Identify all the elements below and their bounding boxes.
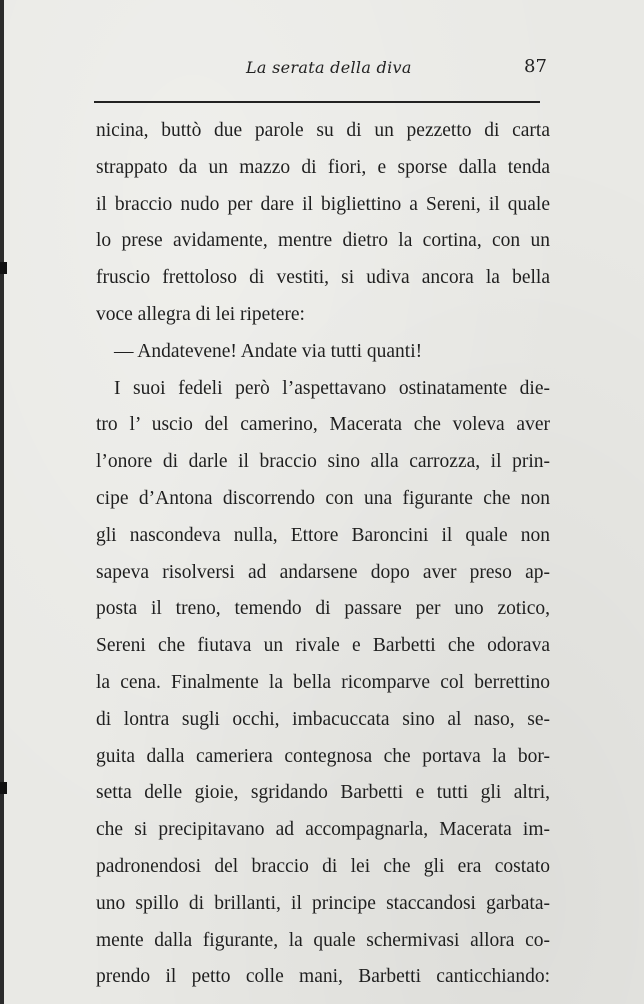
text-line: lo prese avidamente, mentre dietro la cortina, con un: [96, 230, 550, 252]
text-line: nicina, buttò due parole su di un pezzetto di carta: [96, 120, 550, 141]
page-binding-edge: [0, 0, 4, 1004]
text-line: guita dalla cameriera contegnosa che portava la bor-: [96, 745, 550, 767]
text-line: che si precipitavano ad accompagnarla, Macerata im-: [96, 819, 550, 841]
text-line: posta il treno, temendo di passare per uno zotico,: [96, 598, 550, 620]
running-title: La serata della diva: [246, 58, 412, 77]
text-line: sapeva risolversi ad andarsene dopo aver preso ap-: [96, 561, 550, 583]
text-line: di lontra sugli occhi, imbacuccata sino al naso, se-: [96, 708, 550, 730]
text-line: tro l’ uscio del camerino, Macerata che voleva aver: [96, 414, 550, 436]
text-line: mente dalla figurante, la quale schermivasi allora co-: [96, 929, 550, 951]
text-line: l’onore di darle il braccio sino alla carrozza, il prin-: [96, 451, 550, 473]
text-line: voce allegra di lei ripetere:: [96, 303, 305, 325]
text-line: prendo il petto colle mani, Barbetti canticchiando:: [96, 966, 550, 988]
text-line: strappato da un mazzo di fiori, e sporse dalla tenda: [96, 156, 550, 178]
text-line: uno spillo di brillanti, il principe staccandosi garbata-: [96, 892, 550, 914]
header-rule: [94, 101, 540, 103]
body-text: [96, 113, 550, 996]
text-line: cipe d’Antona discorrendo con una figurante che non: [96, 487, 550, 509]
text-line: I suoi fedeli però l’aspettavano ostinatamente die-: [114, 377, 550, 399]
text-line: gli nascondeva nulla, Ettore Baroncini il quale non: [96, 524, 550, 546]
text-line: setta delle gioie, sgridando Barbetti e tutti gli altri,: [96, 782, 550, 804]
page-number: 87: [524, 56, 547, 77]
binding-mark: [0, 262, 7, 274]
text-line: la cena. Finalmente la bella ricomparve col berrettino: [96, 671, 550, 693]
binding-mark: [0, 782, 7, 794]
text-line: Sereni che fiutava un rivale e Barbetti che odorava: [96, 635, 550, 657]
text-line: padronendosi del braccio di lei che gli era costato: [96, 855, 550, 877]
dialogue-line: — Andatevene! Andate via tutti quanti!: [114, 340, 423, 362]
running-head: [0, 58, 644, 86]
text-line: fruscio frettoloso di vestiti, si udiva ancora la bella: [96, 267, 550, 289]
text-line: il braccio nudo per dare il bigliettino a Sereni, il quale: [96, 193, 550, 215]
